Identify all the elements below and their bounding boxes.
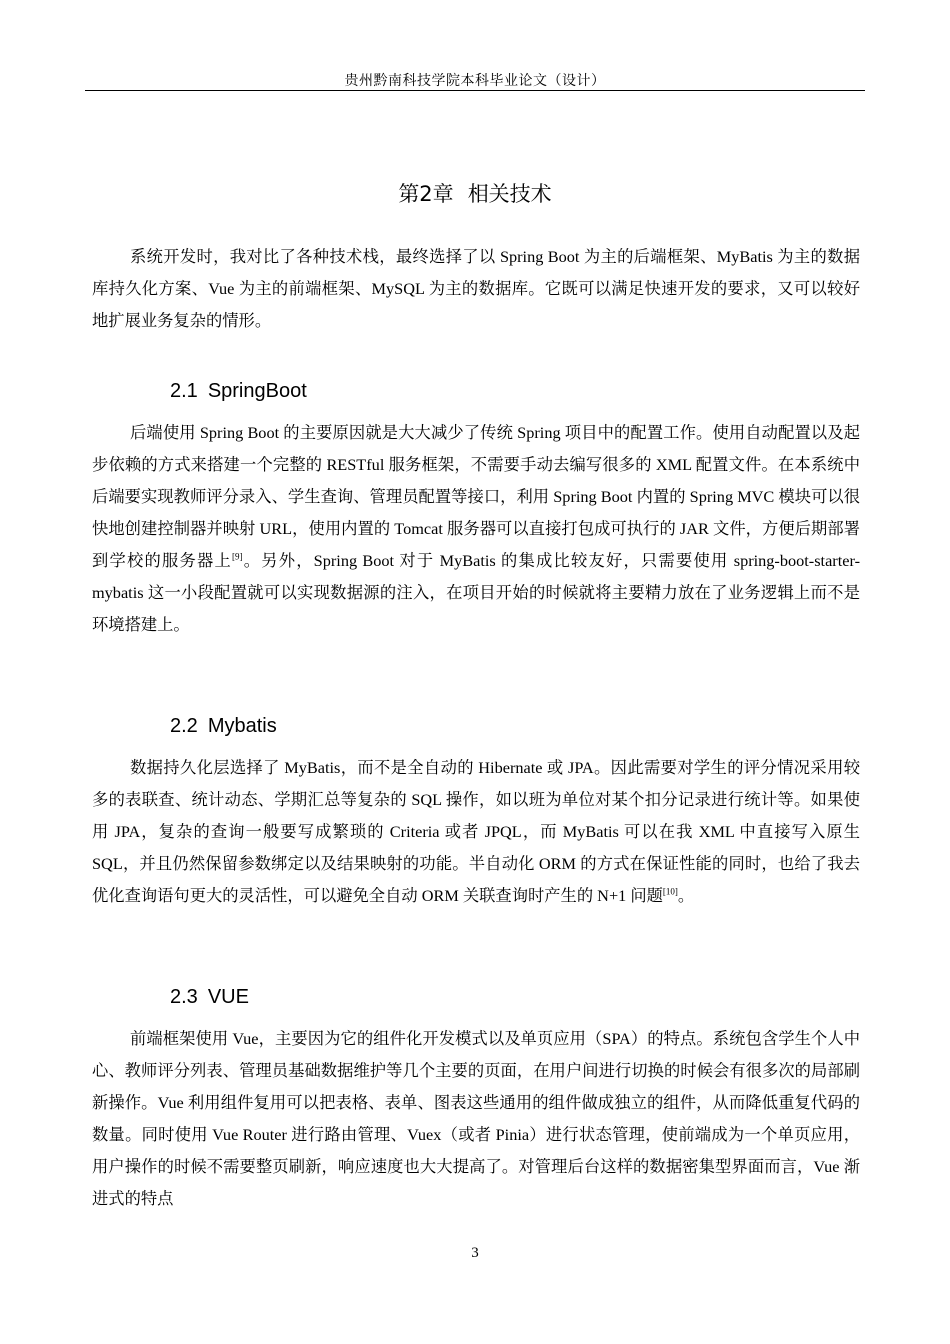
section-number: 2.3 xyxy=(170,986,198,1008)
section-heading-2-3 xyxy=(170,982,249,1012)
paragraph-text: 后端使用 Spring Boot 的主要原因就是大大减少了传统 Spring 项目中的配置工作。使用自动配置以及起步依赖的方式来搭建一个完整的 RESTful 服务框架，不需要手动去编写很多的 XML 配置文件。在本系统中后端要实现教师评分录入、学生查询、管理员配置等接口，利用 Spring Boot 内置的 Spring MVC 模块可以很快地创建控制器并映射 URL，使用内置的 Tomcat 服务器可以直接打包成可执行的 JAR 文件，方便后期部署到学校的服务器上 xyxy=(92,423,860,570)
intro-paragraph: 系统开发时，我对比了各种技术栈，最终选择了以 Spring Boot 为主的后端框架、MyBatis 为主的数据库持久化方案、Vue 为主的前端框架、MySQL 为主的数据库。它既可以满足快速开发的要求，又可以较好地扩展业务复杂的情形。 xyxy=(92,247,860,330)
section-heading-2-2 xyxy=(170,711,277,741)
section-title: SpringBoot xyxy=(207,380,307,402)
page-number: 3 xyxy=(471,1245,479,1261)
section-heading-2-1 xyxy=(170,376,307,406)
section-paragraph-springboot xyxy=(92,417,860,641)
section-paragraph-vue xyxy=(92,1023,860,1215)
section-title: VUE xyxy=(207,986,249,1008)
section-title: Mybatis xyxy=(207,715,277,737)
paragraph-text: 数据持久化层选择了 MyBatis，而不是全自动的 Hibernate 或 JPA。因此需要对学生的评分情况采用较多的表联查、统计动态、学期汇总等复杂的 SQL 操作，如以班为单位对某个扣分记录进行统计等。如果使用 JPA，复杂的查询一般要写成繁琐的 Criteria 或者 JPQL，而 MyBatis 可以在我 XML 中直接写入原生 SQL，并且仍然保留参数绑定以及结果映射的功能。半自动化 ORM 的方式在保证性能的同时，也给了我去优化查询语句更大的灵活性，可以避免全自动 ORM 关联查询时产生的 N+1 问题 xyxy=(92,758,860,905)
citation: [10] xyxy=(662,886,678,897)
chapter-number: 第2章 xyxy=(398,182,454,206)
citation: [9] xyxy=(231,551,243,562)
section-number: 2.2 xyxy=(170,715,198,737)
header-rule xyxy=(85,90,865,91)
section-paragraph-mybatis xyxy=(92,752,860,912)
chapter-title-text: 相关技术 xyxy=(467,182,552,206)
section-number: 2.1 xyxy=(170,380,198,402)
running-header: 贵州黔南科技学院本科毕业论文（设计） xyxy=(344,73,606,89)
paragraph-text: 前端框架使用 Vue，主要因为它的组件化开发模式以及单页应用（SPA）的特点。系统包含学生个人中心、教师评分列表、管理员基础数据维护等几个主要的页面，在用户间进行切换的时候会有很多次的局部刷新操作。Vue 利用组件复用可以把表格、表单、图表这些通用的组件做成独立的组件，从而降低重复代码的数量。同时使用 Vue Router 进行路由管理、Vuex（或者 Pinia）进行状态管理，使前端成为一个单页应用，用户操作的时候不需要整页刷新，响应速度也大大提高了。对管理后台这样的数据密集型界面而言，Vue 渐进式的特点 xyxy=(92,1029,860,1208)
paragraph-text: 。另外，Spring Boot 对于 MyBatis 的集成比较友好，只需要使用 spring-boot-starter-mybatis 这一小段配置就可以实现数据源的注入，在项目开始的时候就将主要精力放在了业务逻辑上而不是环境搭建上。 xyxy=(92,551,860,634)
paragraph-text: 。 xyxy=(677,886,695,905)
chapter-title xyxy=(85,178,865,210)
